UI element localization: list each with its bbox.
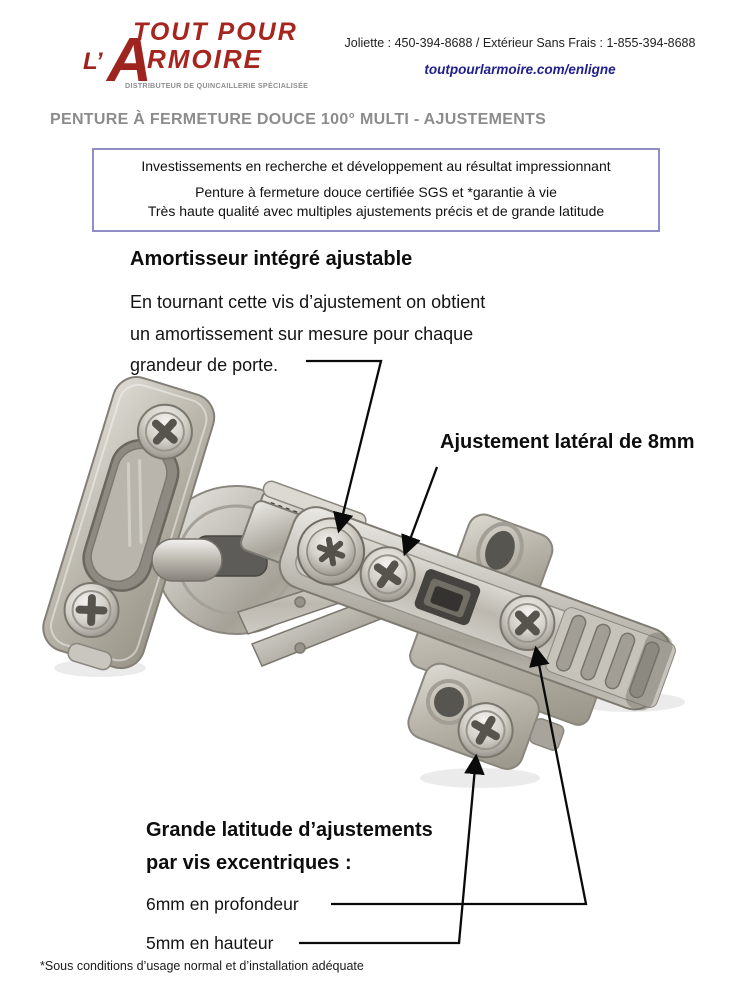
latitude-heading-line2: par vis excentriques : xyxy=(146,852,352,874)
logo-tagline: DISTRIBUTEUR DE QUINCAILLERIE SPÉCIALISÉE xyxy=(125,81,309,90)
damper-body xyxy=(130,287,485,382)
damper-body-line2: un amortissement sur mesure pour chaque xyxy=(130,323,474,344)
info-box xyxy=(92,148,660,232)
damper-body-line1: En tournant cette vis d’ajustement on obtient xyxy=(130,292,486,312)
footnote: *Sous conditions d’usage normal et d’installation adéquate xyxy=(40,959,364,973)
logo-rest: RMOIRE xyxy=(147,44,263,74)
damper-body-line3: grandeur de porte. xyxy=(130,355,279,375)
latitude-item-height: 5mm en hauteur xyxy=(146,933,274,953)
info-line-1: Investissements en recherche et développement au résultat impressionnant xyxy=(141,158,611,174)
logo-initial: A xyxy=(107,26,152,95)
page-title: PENTURE À FERMETURE DOUCE 100° MULTI - AJUSTEMENTS xyxy=(50,111,547,128)
website-link: toutpourlarmoire.com/enligne xyxy=(424,62,616,77)
lateral-adjust-label: Ajustement latéral de 8mm xyxy=(440,431,695,453)
info-line-2: Penture à fermeture douce certifiée SGS et *garantie à vie xyxy=(195,183,557,200)
callout-line-lateral xyxy=(405,467,437,553)
logo-top-text: TOUT POUR xyxy=(133,18,298,46)
info-line-3: Très haute qualité avec multiples ajustements précis et de grande latitude xyxy=(147,203,605,219)
damper-heading: Amortisseur intégré ajustable xyxy=(130,248,413,270)
logo-prefix: L’ xyxy=(83,48,103,75)
contact-phones: Joliette : 450-394-8688 / Extérieur Sans Frais : 1-855-394-8688 xyxy=(344,36,696,50)
company-logo xyxy=(83,14,343,106)
latitude-item-depth: 6mm en profondeur xyxy=(146,894,299,914)
latitude-heading-line1: Grande latitude d’ajustements xyxy=(146,819,433,841)
cup-plate-bottom-screw xyxy=(64,582,120,638)
